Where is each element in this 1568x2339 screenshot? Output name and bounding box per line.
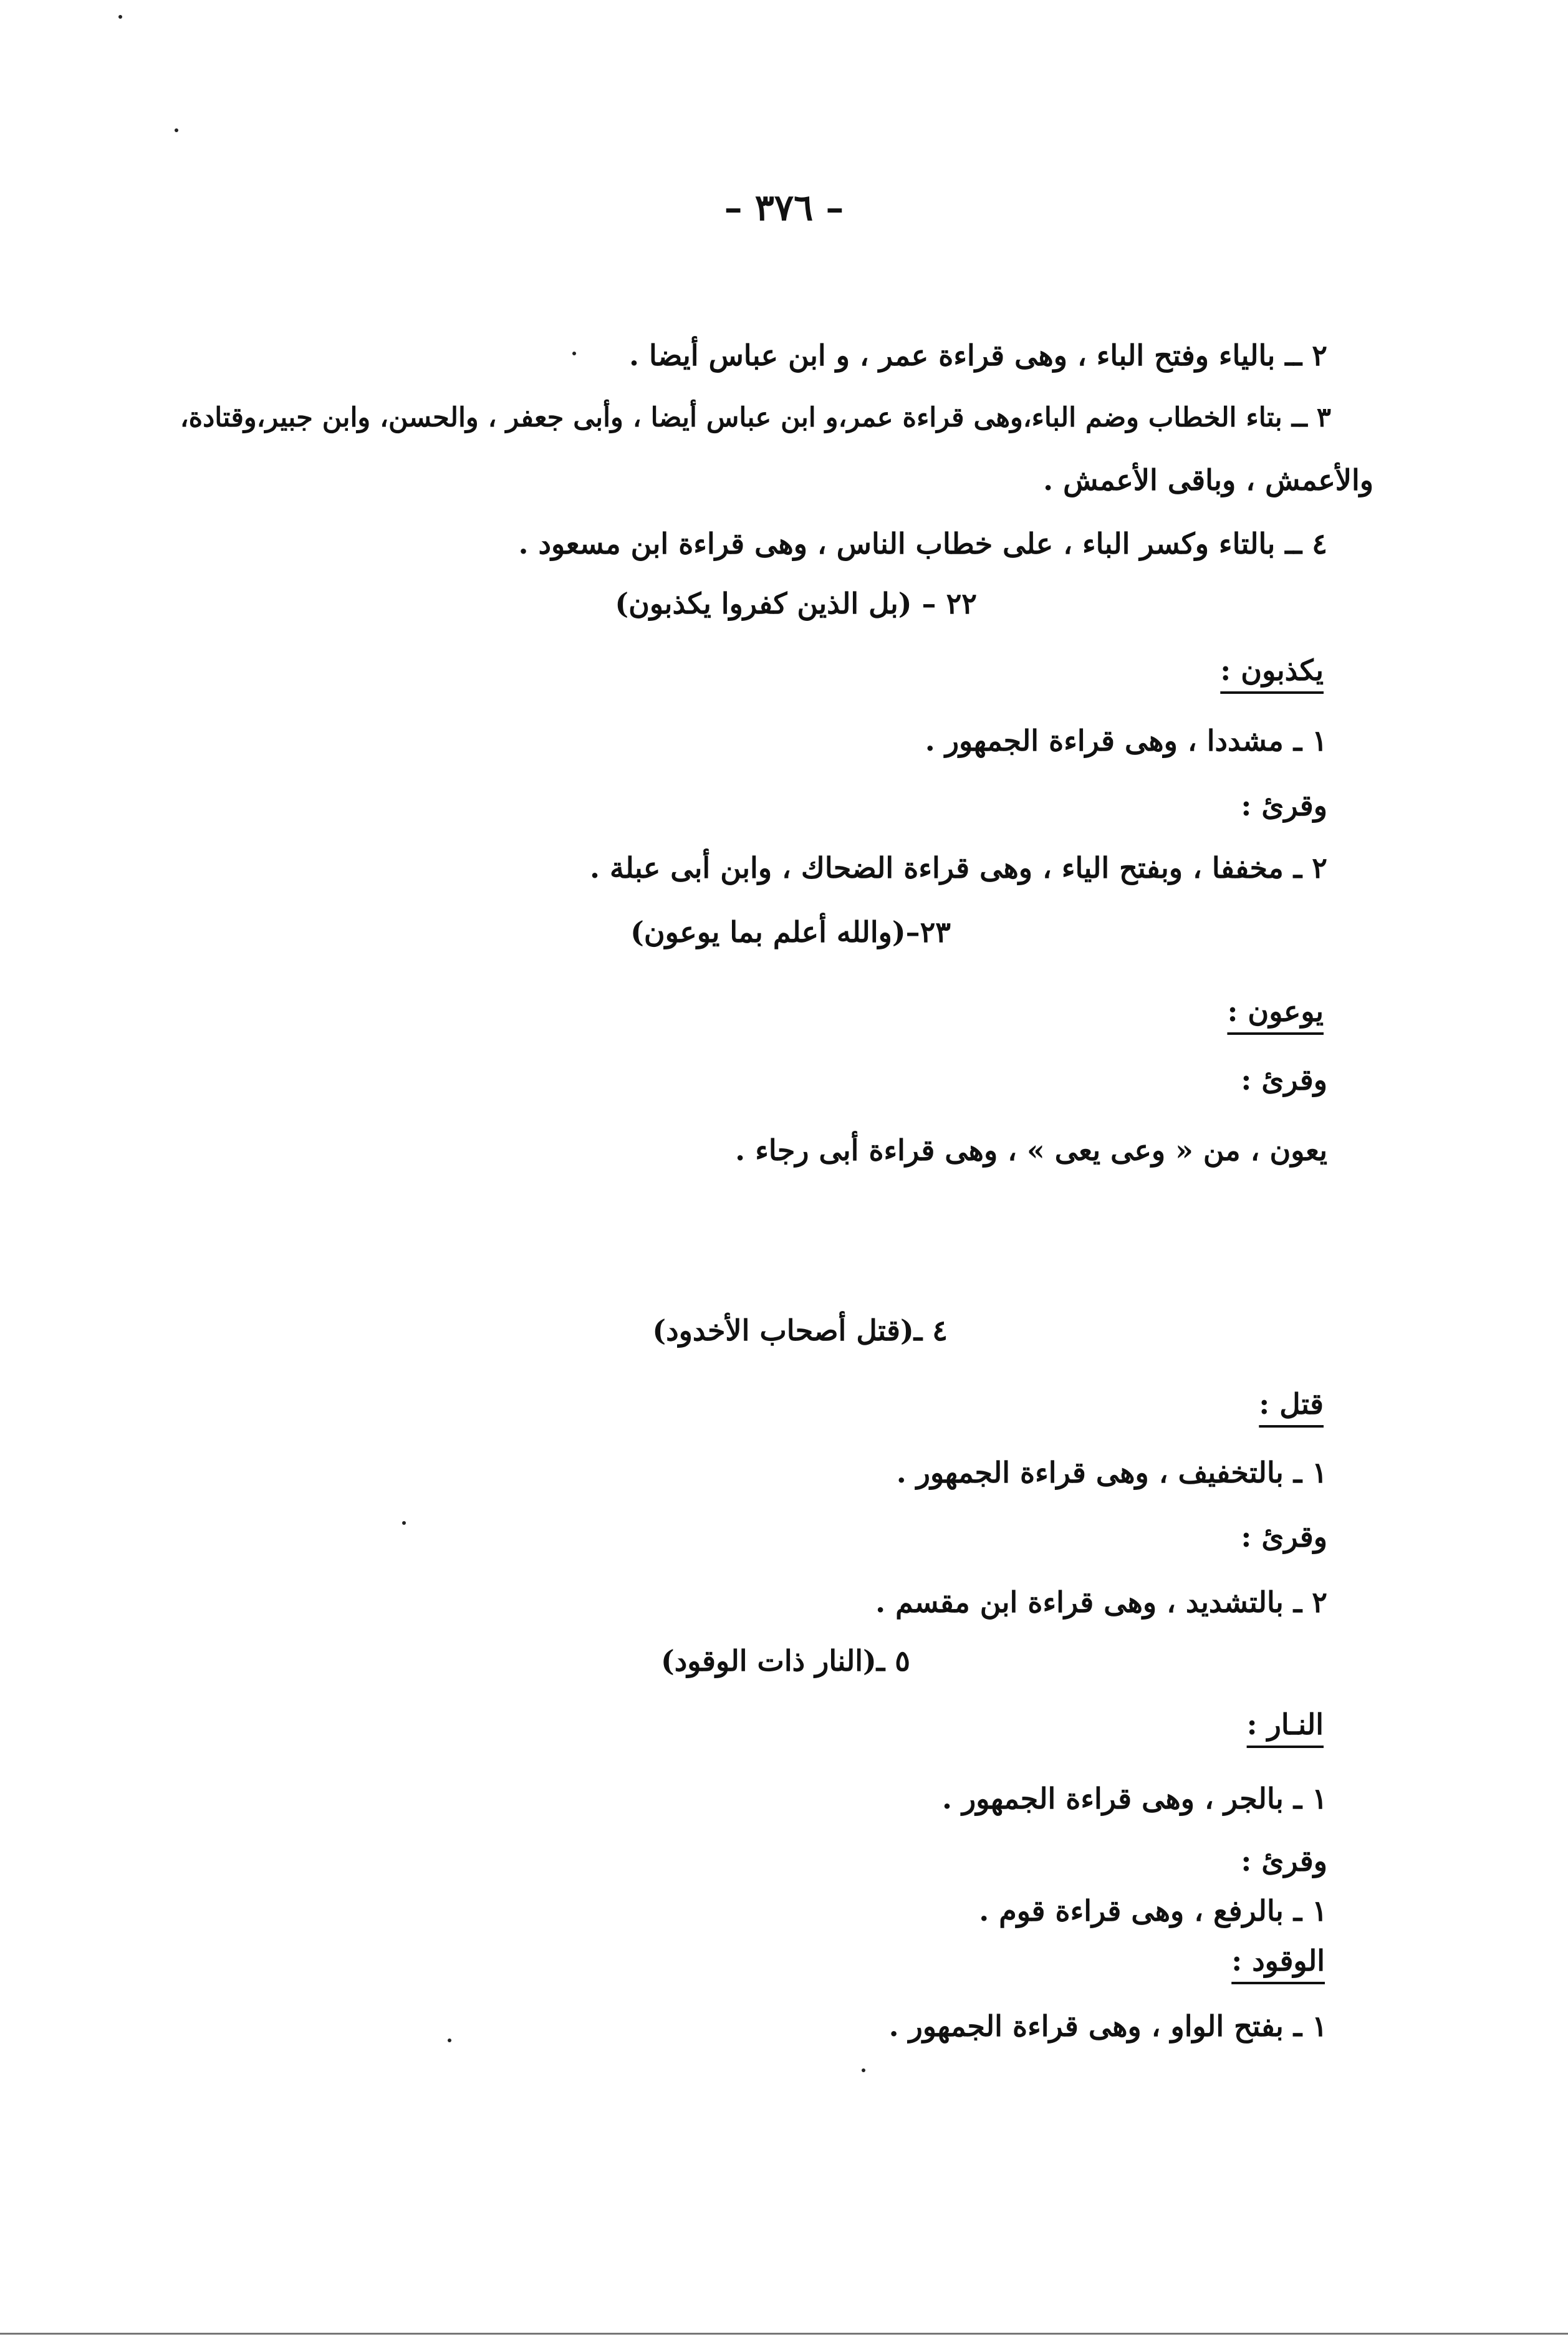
scan-speck xyxy=(448,2039,451,2042)
text-line: ٢ ـ بالتشديد ، وهى قراءة ابن مقسم . xyxy=(875,1585,1327,1619)
scan-speck xyxy=(572,352,576,355)
text-line: وقرئ : xyxy=(1241,789,1327,822)
verse-quote: ٢٣–(والله أعلم بما يوعون) xyxy=(630,915,951,949)
page-number: – ٣٧٦ – xyxy=(724,186,844,229)
text-line: يعون ، من « وعى يعى » ، وهى قراءة أبى رجاء . xyxy=(735,1133,1327,1167)
word-heading: النـار : xyxy=(1246,1707,1324,1741)
text-line: ١ ـ بفتح الواو ، وهى قراءة الجمهور . xyxy=(888,2009,1327,2043)
text-line: ٤ ــ بالتاء وكسر الباء ، على خطاب الناس ، وهى قراءة ابن مسعود . xyxy=(518,527,1327,560)
text-line: ١ ـ بالتخفيف ، وهى قراءة الجمهور . xyxy=(896,1456,1327,1489)
text-line: ١ ـ مشددا ، وهى قراءة الجمهور . xyxy=(925,724,1327,757)
text-line: ٢ ــ بالياء وفتح الباء ، وهى قراءة عمر ، و ابن عباس أيضا . xyxy=(629,339,1327,372)
text-line: وقرئ : xyxy=(1241,1063,1327,1097)
text-line: ٢ ـ مخففا ، وبفتح الياء ، وهى قراءة الضحاك ، وابن أبى عبلة . xyxy=(590,851,1327,885)
verse-quote: ٢٢ – (بل الذين كفروا يكذبون) xyxy=(615,587,977,620)
scan-speck xyxy=(175,128,178,132)
word-heading: الوقود : xyxy=(1231,1944,1325,1977)
scan-speck xyxy=(118,15,122,19)
text-line: وقرئ : xyxy=(1241,1520,1327,1554)
verse-quote: ٥ ـ(النار ذات الوقود) xyxy=(660,1644,910,1678)
page-edge-line xyxy=(0,2333,1568,2335)
text-line: والأعمش ، وباقى الأعمش . xyxy=(1043,463,1373,497)
text-line: ٣ ــ بتاء الخطاب وضم الباء،وهى قراءة عمر،و ابن عباس أيضا ، وأبى جعفر ، والحسن، وابن جبير،وقتادة، xyxy=(180,402,1331,433)
scan-speck xyxy=(862,2068,865,2072)
word-heading: يكذبون : xyxy=(1220,653,1324,687)
text-line: وقرئ : xyxy=(1241,1844,1327,1878)
word-heading: قتل : xyxy=(1259,1387,1324,1421)
verse-quote: ٤ ـ(قتل أصحاب الأخدود) xyxy=(652,1314,948,1347)
text-line: ١ ـ بالرفع ، وهى قراءة قوم . xyxy=(979,1894,1327,1928)
text-line: ١ ـ بالجر ، وهى قراءة الجمهور . xyxy=(941,1782,1327,1815)
scan-speck xyxy=(402,1521,406,1525)
word-heading: يوعون : xyxy=(1227,994,1324,1028)
